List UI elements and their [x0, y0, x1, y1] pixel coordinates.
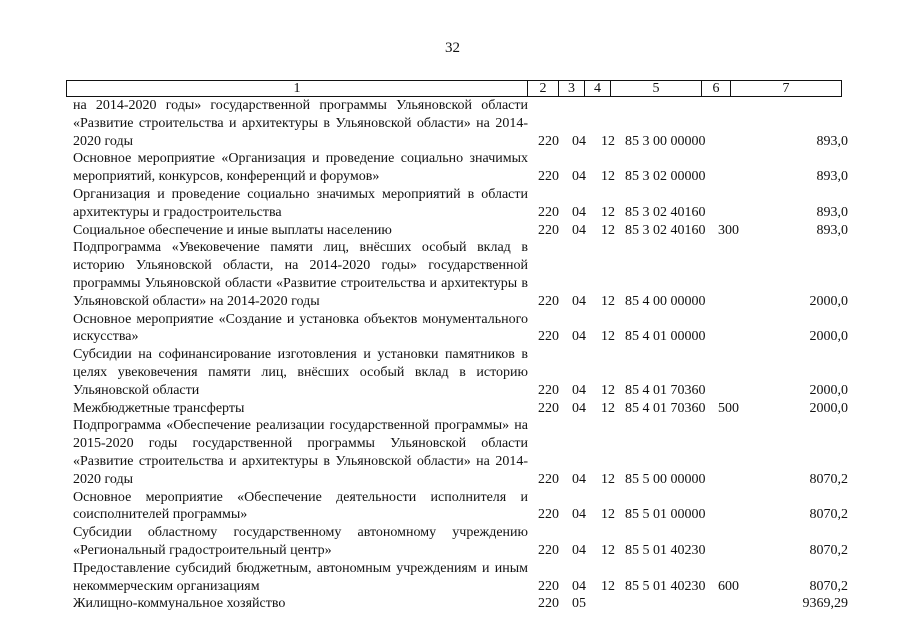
column-header-row: [67, 81, 842, 97]
row-amount: 8070,2: [809, 471, 848, 487]
row-code-expense-type: 600: [718, 578, 739, 594]
row-description: Подпрограмма «Обеспечение реализации государственной программы» на 2015-2020 годы государственной программы Ульяновской области «Развитие строительства и архитектуры в Ульяновской области» на 2014-2020 годы: [73, 418, 528, 487]
row-code-subsection: 12: [601, 507, 615, 523]
table-row: [0, 417, 905, 488]
row-amount: 8070,2: [809, 542, 848, 558]
row-description: Основное мероприятие «Организация и проведение социально значимых мероприятий, конкурсов, конференций и форумов»: [73, 151, 528, 185]
table-row: [0, 239, 905, 310]
row-description: Подпрограмма «Увековечение памяти лиц, внёсших особый вклад в историю Ульяновской области, на 2014-2020 годы» государственной программы Ульяновской области «Развитие строительства и архитектуры в Ульяновской области» на 2014-2020 годы: [73, 240, 528, 309]
row-description: Жилищно-коммунальное хозяйство: [73, 596, 286, 612]
row-code-section: 04: [572, 293, 586, 309]
row-code-section: 04: [572, 382, 586, 398]
column-header-7: 7: [731, 81, 842, 97]
row-code-section: 05: [572, 596, 586, 612]
row-code-target: 85 3 00 00000: [625, 133, 706, 149]
row-code-expense-type: 500: [718, 400, 739, 416]
column-header-table: [66, 80, 842, 97]
table-row: [0, 524, 905, 560]
row-code-target: 85 5 00 00000: [625, 471, 706, 487]
row-code-target: 85 4 01 00000: [625, 329, 706, 345]
row-code-ministry: 220: [538, 596, 559, 612]
row-amount: 8070,2: [809, 507, 848, 523]
row-code-ministry: 220: [538, 578, 559, 594]
row-code-subsection: 12: [601, 400, 615, 416]
row-code-section: 04: [572, 400, 586, 416]
row-amount: 893,0: [816, 222, 848, 238]
column-header-3: 3: [559, 81, 585, 97]
row-amount: 9369,29: [802, 596, 848, 612]
row-code-subsection: 12: [601, 222, 615, 238]
row-code-section: 04: [572, 471, 586, 487]
row-code-subsection: 12: [601, 471, 615, 487]
row-code-target: 85 5 01 40230: [625, 542, 706, 558]
row-code-expense-type: 300: [718, 222, 739, 238]
table-row: [0, 489, 905, 525]
row-amount: 2000,0: [809, 400, 848, 416]
table-row: [0, 595, 905, 613]
budget-rows: [0, 97, 905, 613]
row-description: на 2014-2020 годы» государственной программы Ульяновской области «Развитие строительства и архитектуры в Ульяновской области» на 2014-2020 годы: [73, 98, 528, 149]
row-amount: 2000,0: [809, 293, 848, 309]
row-code-ministry: 220: [538, 382, 559, 398]
table-row: [0, 311, 905, 347]
row-code-target: 85 5 01 40230: [625, 578, 706, 594]
table-row: [0, 97, 905, 150]
table-row: [0, 400, 905, 418]
row-description: Основное мероприятие «Создание и установка объектов монументального искусства»: [73, 311, 528, 345]
column-header-5: 5: [611, 81, 702, 97]
row-code-section: 04: [572, 542, 586, 558]
row-code-target: 85 3 02 00000: [625, 169, 706, 185]
row-amount: 8070,2: [809, 578, 848, 594]
row-description: Субсидии областному государственному автономному учреждению «Региональный градостроительный центр»: [73, 525, 528, 558]
row-description: Основное мероприятие «Обеспечение деятельности исполнителя и соисполнителей программы»: [73, 489, 528, 523]
row-code-subsection: 12: [601, 204, 615, 220]
row-code-section: 04: [572, 169, 586, 185]
row-code-subsection: 12: [601, 293, 615, 309]
row-code-target: 85 4 01 70360: [625, 382, 706, 398]
row-code-section: 04: [572, 329, 586, 345]
row-code-subsection: 12: [601, 578, 615, 594]
row-code-subsection: 12: [601, 169, 615, 185]
row-code-subsection: 12: [601, 382, 615, 398]
row-code-target: 85 4 00 00000: [625, 293, 706, 309]
row-description: Субсидии на софинансирование изготовления и установки памятников в целях увековечения памяти лиц, внёсших особый вклад в историю Ульяновской области: [73, 347, 528, 398]
row-code-subsection: 12: [601, 542, 615, 558]
table-row: [0, 222, 905, 240]
row-code-ministry: 220: [538, 133, 559, 149]
row-amount: 2000,0: [809, 329, 848, 345]
row-code-target: 85 3 02 40160: [625, 222, 706, 238]
row-code-section: 04: [572, 222, 586, 238]
row-code-ministry: 220: [538, 507, 559, 523]
row-description: Организация и проведение социально значимых мероприятий в области архитектуры и градостроительства: [73, 186, 528, 220]
row-code-ministry: 220: [538, 471, 559, 487]
row-description: Социальное обеспечение и иные выплаты населению: [73, 222, 392, 238]
table-row: [0, 560, 905, 596]
row-amount: 2000,0: [809, 382, 848, 398]
row-code-subsection: 12: [601, 329, 615, 345]
row-code-ministry: 220: [538, 542, 559, 558]
row-code-ministry: 220: [538, 293, 559, 309]
column-header-6: 6: [702, 81, 731, 97]
column-header-1: 1: [67, 81, 528, 97]
row-code-ministry: 220: [538, 400, 559, 416]
table-row: [0, 186, 905, 222]
row-code-section: 04: [572, 578, 586, 594]
row-description: Межбюджетные трансферты: [73, 400, 245, 416]
column-header-4: 4: [585, 81, 611, 97]
row-code-section: 04: [572, 133, 586, 149]
row-amount: 893,0: [816, 204, 848, 220]
row-code-section: 04: [572, 204, 586, 220]
column-header-2: 2: [528, 81, 559, 97]
row-code-ministry: 220: [538, 222, 559, 238]
row-code-ministry: 220: [538, 204, 559, 220]
row-code-ministry: 220: [538, 169, 559, 185]
row-code-target: 85 5 01 00000: [625, 507, 706, 523]
row-code-subsection: 12: [601, 133, 615, 149]
row-code-section: 04: [572, 507, 586, 523]
row-amount: 893,0: [816, 169, 848, 185]
table-row: [0, 346, 905, 399]
table-row: [0, 150, 905, 186]
row-code-ministry: 220: [538, 329, 559, 345]
page-number: 32: [445, 40, 460, 56]
row-amount: 893,0: [816, 133, 848, 149]
row-code-target: 85 3 02 40160: [625, 204, 706, 220]
row-code-target: 85 4 01 70360: [625, 400, 706, 416]
row-description: Предоставление субсидий бюджетным, автономным учреждениям и иным некоммерческим организациям: [73, 560, 528, 594]
